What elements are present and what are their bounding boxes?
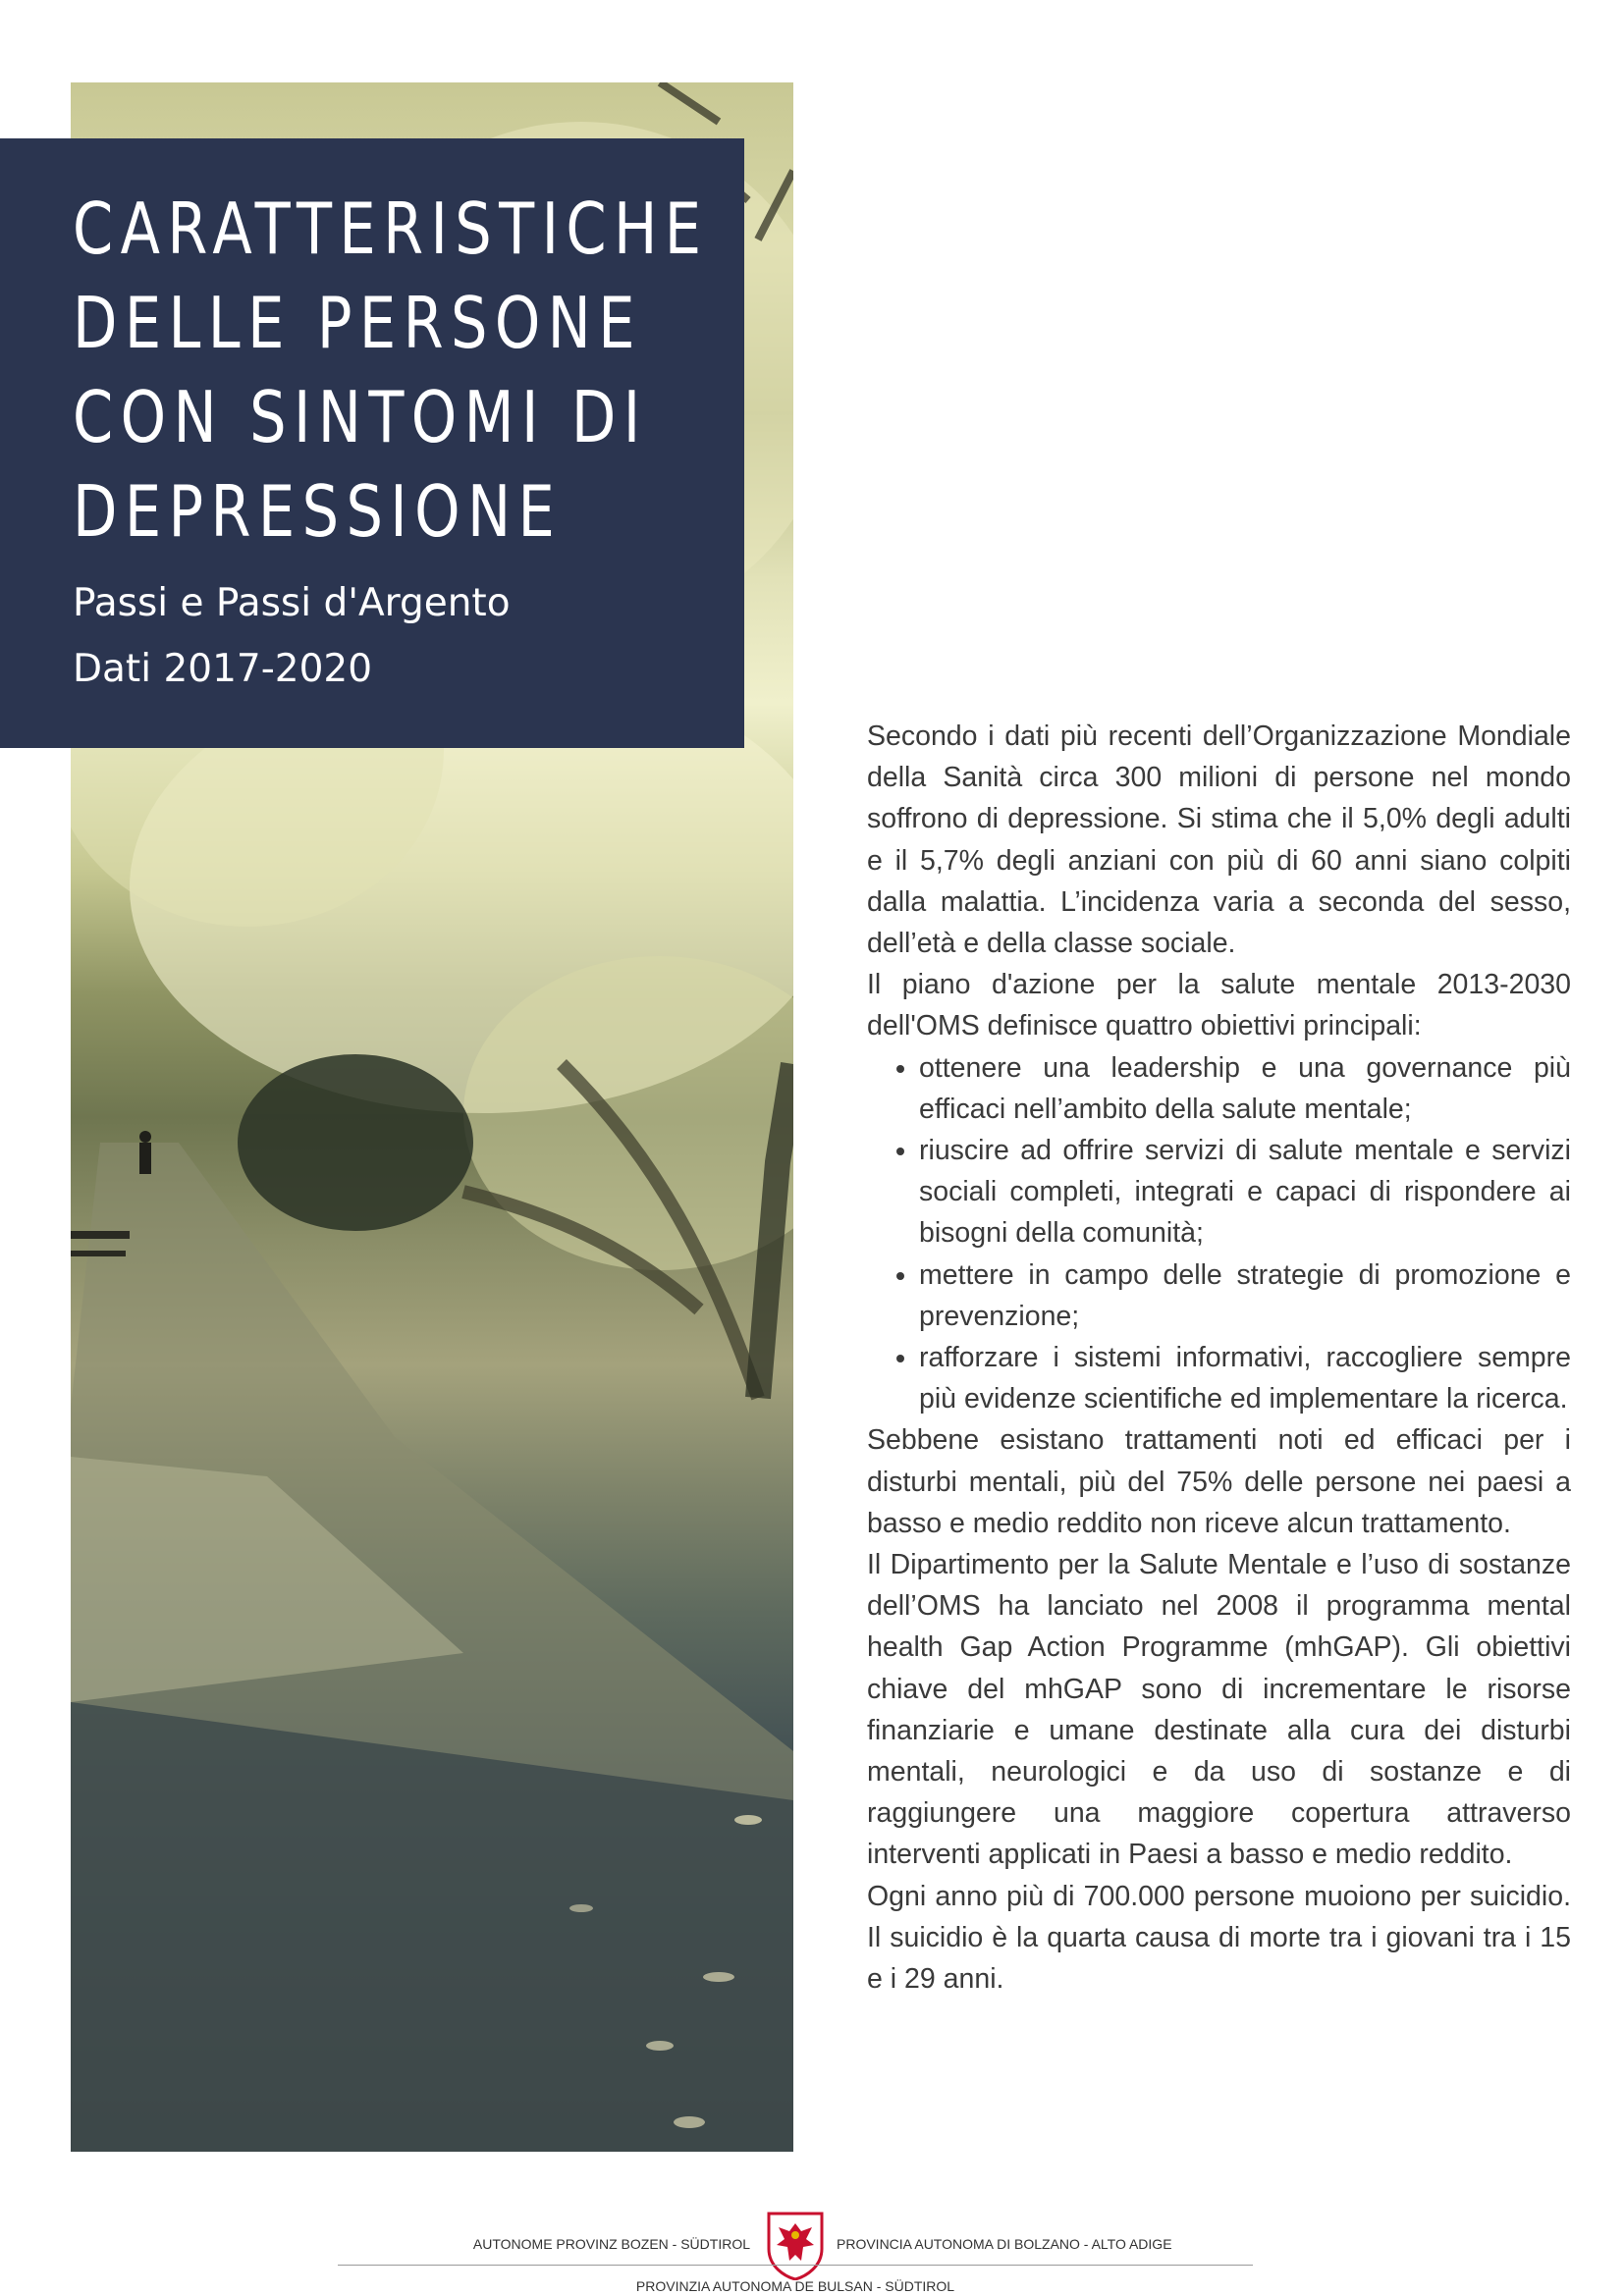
title-line: DELLE PERSONE	[73, 282, 642, 364]
title-line: CON SINTOMI DI	[73, 376, 648, 458]
footer-label-italian: PROVINCIA AUTONOMA DI BOLZANO - ALTO ADIGE	[837, 2236, 1172, 2252]
list-item: • mettere in campo delle strategie di promozione e prevenzione;	[919, 1255, 1571, 1337]
footer	[314, 2187, 1276, 2296]
footer-divider	[338, 2265, 1253, 2266]
page-title	[73, 182, 709, 559]
paragraph: Sebbene esistano trattamenti noti ed efficaci per i disturbi mentali, più del 75% delle persone nei paesi a basso e medio reddito non riceve alcun trattamento.	[867, 1424, 1571, 1539]
subtitle-line: Dati 2017-2020	[73, 647, 373, 691]
paragraph: Secondo i dati più recenti dell’Organizzazione Mondiale della Sanità circa 300 milioni di persone nel mondo soffrono di depressione. Si stima che il 5,0% degli adulti e il 5,7% degli anziani con più di 60 anni siano colpiti dalla malattia. L’incidenza varia a seconda del sesso, dell’età e della classe sociale.	[867, 721, 1571, 960]
footer-label-german: AUTONOME PROVINZ BOZEN - SÜDTIROL	[472, 2236, 750, 2252]
title-line: DEPRESSIONE	[73, 470, 563, 553]
list-item: • riuscire ad offrire servizi di salute mentale e servizi sociali completi, integrati e capaci di rispondere ai bisogni della comunità;	[919, 1130, 1571, 1255]
subtitle	[73, 570, 511, 702]
footer-label-ladin: PROVINZIA AUTONOMA DE BULSAN - SÜDTIROL	[635, 2278, 955, 2294]
paragraph: Il Dipartimento per la Salute Mentale e l’uso di sostanze dell’OMS ha lanciato nel 2008 il programma mental health Gap Action Programme (mhGAP). Gli obiettivi chiave del mhGAP sono di incrementare le risorse finanziarie e umane destinate alla cura dei disturbi mentali, neurologici e da uso di sostanze e di raggiungere una maggiore copertura attraverso interventi applicati in Paesi a basso e medio reddito.	[867, 1549, 1571, 1871]
list-item: • rafforzare i sistemi informativi, raccogliere sempre più evidenze scientifiche ed implementare la ricerca.	[919, 1337, 1571, 1419]
province-crest-icon	[767, 2212, 824, 2280]
title-box	[0, 138, 744, 748]
list-item: • ottenere una leadership e una governance più efficaci nell’ambito della salute mentale;	[919, 1047, 1571, 1130]
title-line: CARATTERISTICHE	[73, 187, 709, 270]
paragraph: Il piano d'azione per la salute mentale 2013-2030 dell'OMS definisce quattro obiettivi principali:	[867, 969, 1571, 1042]
body-text	[867, 716, 1571, 2000]
paragraph: Ogni anno più di 700.000 persone muoiono per suicidio. Il suicidio è la quarta causa di morte tra i giovani tra i 15 e i 29 anni.	[867, 1880, 1571, 1996]
subtitle-line: Passi e Passi d'Argento	[73, 581, 511, 625]
objectives-list	[867, 1047, 1571, 1420]
